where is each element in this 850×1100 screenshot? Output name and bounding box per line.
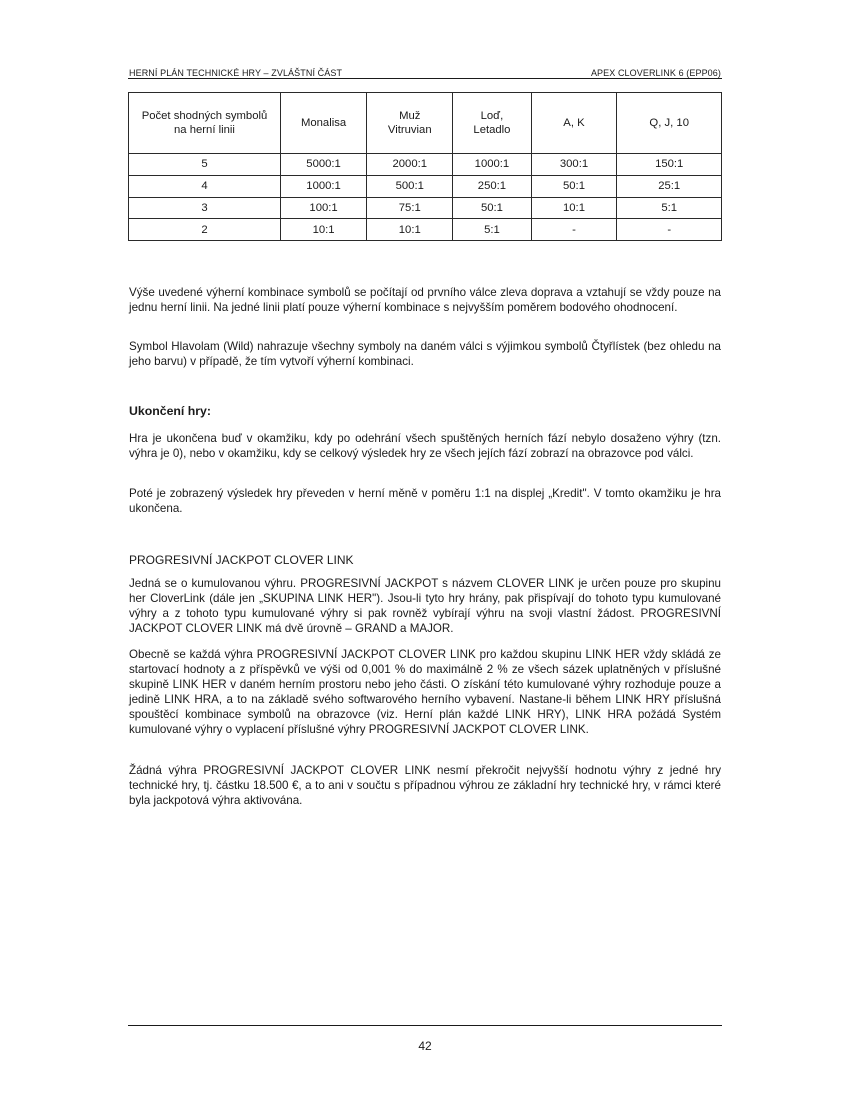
table-row [129, 175, 722, 197]
column-header-vitruvian: Muž Vitruvian [367, 93, 453, 154]
table-row [129, 197, 722, 219]
table-cell: 500:1 [367, 175, 453, 197]
page-header [129, 62, 721, 78]
paytable [128, 92, 722, 241]
table-cell: 4 [129, 175, 281, 197]
table-cell: 10:1 [367, 219, 453, 241]
table-cell: 10:1 [280, 219, 366, 241]
table-header-row [129, 93, 722, 154]
table-cell: 3 [129, 197, 281, 219]
paragraph-wild-symbol: Symbol Hlavolam (Wild) nahrazuje všechny symboly na daném válci s výjimkou symbolů Čtyřlístek (bez ohledu na jeho barvu) v případě, že tím vytvoří výherní kombinaci. [129, 340, 721, 368]
table-cell: 75:1 [367, 197, 453, 219]
table-cell: 100:1 [280, 197, 366, 219]
paragraph-credit-transfer: Poté je zobrazený výsledek hry převeden v herní měně v poměru 1:1 na displej „Kredit". V tomto okamžiku je hra ukončena. [129, 487, 721, 515]
column-header-symbol-count: Počet shodných symbolů na herní linii [129, 93, 281, 154]
table-cell: - [531, 219, 617, 241]
header-title: HERNÍ PLÁN TECHNICKÉ HRY – ZVLÁŠTNÍ ČÁST [129, 68, 343, 78]
table-row [129, 219, 722, 241]
header-product: APEX CLOVERLINK 6 (EPP06) [590, 68, 721, 78]
paragraph-game-end-conditions: Hra je ukončena buď v okamžiku, kdy po odehrání všech spuštěných herních fází nebylo dosaženo výhry (tzn. výhra je 0), nebo v okamžiku, kdy se celkový výsledek hry ze všech jejích fází zobrazí na obrazovce pod válci. [129, 432, 721, 460]
table-cell: 2000:1 [367, 154, 453, 176]
page-number: 42 [418, 1039, 432, 1053]
table-cell: 250:1 [453, 175, 531, 197]
column-header-a-k: A, K [531, 93, 617, 154]
table-cell: 1000:1 [453, 154, 531, 176]
table-cell: 50:1 [453, 197, 531, 219]
table-cell: 150:1 [617, 154, 722, 176]
table-cell: 300:1 [531, 154, 617, 176]
footer-divider [128, 1025, 722, 1026]
column-header-ship-plane: Loď, Letadlo [453, 93, 531, 154]
table-cell: 1000:1 [280, 175, 366, 197]
paragraph-winning-combinations: Výše uvedené výherní kombinace symbolů se počítají od prvního válce zleva doprava a vztahují se vždy pouze na jednu herní linii. Na jedné linii platí pouze výherní kombinace s nejvyšším poměrem bodového ohodnocení. [129, 286, 721, 314]
column-header-monalisa: Monalisa [280, 93, 366, 154]
header-divider [128, 78, 722, 79]
table-cell: 10:1 [531, 197, 617, 219]
paragraph-jackpot-intro: Jedná se o kumulovanou výhru. PROGRESIVNÍ JACKPOT s názvem CLOVER LINK je určen pouze pro skupinu her CloverLink (dále jen „SKUPINA LINK HER"). Jsou-li tyto hry hrány, pak přispívají do tohoto typu kumulované výhry a z tohoto typu kumulované výhry si pak rovněž vybírají výhru na svoji vlastní žádost. PROGRESIVNÍ JACKPOT CLOVER LINK má dvě úrovně – GRAND a MAJOR. [129, 577, 721, 635]
table-cell: - [617, 219, 722, 241]
table-cell: 5000:1 [280, 154, 366, 176]
table-cell: 5:1 [617, 197, 722, 219]
heading-game-end: Ukončení hry: [129, 404, 211, 418]
table-cell: 50:1 [531, 175, 617, 197]
table-row [129, 154, 722, 176]
heading-progressive-jackpot: PROGRESIVNÍ JACKPOT CLOVER LINK [129, 553, 354, 567]
paragraph-jackpot-composition: Obecně se každá výhra PROGRESIVNÍ JACKPOT CLOVER LINK pro každou skupinu LINK HER vždy skládá ze startovací hodnoty a z příspěvků ve výši od 0,001 % do maximálně 2 % ze všech sázek uplatněných v příslušné skupině LINK HER v daném herním prostoru nebo jeho části. O získání této kumulované výhry rozhoduje pouze a jedině LINK HRA, a to na základě svého softwarového herního vybavení. Nastane-li během LINK HRY příslušná spouštěcí kombinace symbolů na obrazovce (viz. Herní plán každé LINK HRY), LINK HRA požádá Systém kumulované výhry o vyplacení příslušné výhry PROGRESIVNÍ JACKPOT CLOVER LINK. [129, 648, 721, 736]
paragraph-jackpot-limit: Žádná výhra PROGRESIVNÍ JACKPOT CLOVER LINK nesmí překročit nejvyšší hodnotu výhry z jedné hry technické hry, tj. částku 18.500 €, a to ani v součtu s případnou výhrou ze základní hry technické hry, v rámci které byla jackpotová výhra aktivována. [129, 764, 721, 807]
table-cell: 2 [129, 219, 281, 241]
table-cell: 5:1 [453, 219, 531, 241]
table-cell: 5 [129, 154, 281, 176]
column-header-q-j-10: Q, J, 10 [617, 93, 722, 154]
table-cell: 25:1 [617, 175, 722, 197]
